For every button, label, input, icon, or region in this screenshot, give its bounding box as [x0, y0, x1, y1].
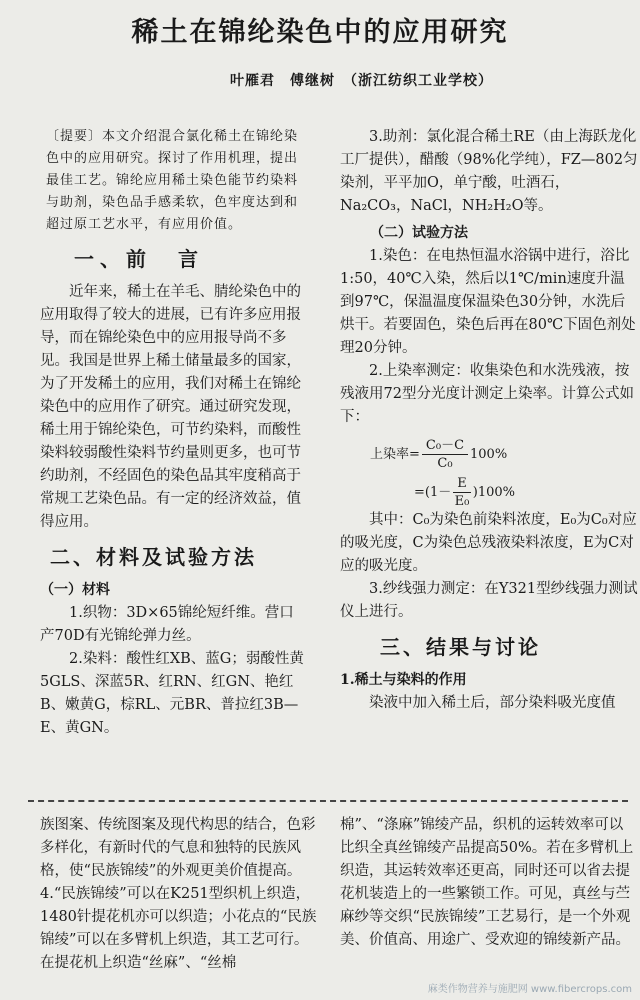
- watermark: 麻类作物营养与施肥网 www.fibercrops.com: [427, 984, 632, 995]
- method-dyeing: 1.染色：在电热恒温水浴锅中进行，浴比1:50，40℃入染，然后以1℃/min速度升温到97℃，保温温度保温染色30分钟，水洗后烘干。若要固色，染色后再在80℃下固色剂处理20分钟。: [340, 248, 636, 356]
- dashed-divider: [28, 800, 628, 802]
- formula-denominator-1: C₀: [437, 456, 453, 471]
- formula-line-1: [370, 437, 507, 472]
- formula-percent-2: )100%: [472, 485, 515, 500]
- bottom-right-text: 棉”、“涤麻”锦绫产品，织机的运转效率可以比织全真丝锦绫产品提高50%。若在多臂机上织造，其运转效率还更高，同时还可以省去提花机装造上的一些繁锁工作。可见，真丝与苎麻纱等交织“民族锦绫”工艺易行，是一个外观美、价值高、用途广、受欢迎的锦绫新产品。: [340, 817, 634, 948]
- materials-item-3: 3.助剂：氯化混合稀土RE（由上海跃龙化工厂提供），醋酸（98%化学纯），FZ—802匀染剂，平平加O，单宁酸，吐酒石，Na₂CO₃，NaCl，NH₂H₂O等。: [340, 129, 638, 214]
- right-column: [340, 126, 638, 715]
- method-uptake: 2.上染率测定：收集染色和水洗残液，按残液用72型分光度计测定上染率。计算公式如下：: [340, 363, 634, 425]
- uptake-formula: [340, 429, 638, 509]
- section-heading-methods: 二、材料及试验方法: [50, 545, 257, 569]
- formula-fraction-1: [422, 437, 468, 472]
- left-column: [40, 126, 308, 740]
- formula-numerator-1: C₀－C: [422, 437, 468, 455]
- materials-item-1: 1.织物：3D×65锦纶短纤维。营口产70D有光锦纶弹力丝。: [40, 605, 294, 644]
- article-title: 稀土在锦纶染色中的应用研究: [131, 17, 509, 48]
- section-heading-intro: 一、前 言: [74, 247, 204, 271]
- authors-line: 叶雁君 傅继树 （浙江纺织工业学校）: [230, 73, 493, 89]
- intro-paragraph: 近年来，稀土在羊毛、腈纶染色中的应用取得了较大的进展，已有许多应用报导，而在锦纶染色中的应用报导尚不多见。我国是世界上稀土储量最多的国家，为了开发稀土的应用，我们对稀土在锦纶染色中的应用作了研究。通过研究发现，稀土用于锦纶染色，可节约染料，而酸性染料较弱酸性染料节约量则更多，也可节约助剂，不经固色的染色品其牢度稍高于常规工艺染色品。有一定的经济效益，值得应用。: [40, 284, 301, 530]
- formula-percent-1: 100%: [470, 447, 508, 462]
- formula-lhs: 上染率=: [370, 447, 420, 462]
- subheading-materials: （一）材料: [40, 582, 110, 598]
- formula-numerator-2: E: [453, 475, 471, 493]
- formula-explanation: 其中：C₀为染色前染料浓度，E₀为C₀对应的吸光度，C为染色总残液染料浓度，E为C对应的吸光度。: [340, 512, 637, 574]
- method-yarn-strength: 3.纱线强力测定：在Y321型纱线强力测试仪上进行。: [340, 581, 638, 620]
- formula-fraction-2: [453, 475, 471, 510]
- abstract: 〔提要〕本文介绍混合氯化稀土在锦纶染色中的应用研究。探讨了作用机理，提出最佳工艺。锦纶应用稀土染色能节约染料与助剂，染色品手感柔软，色牢度达到和超过原工艺水平，有应用价值。: [46, 129, 299, 232]
- formula-eq-2: =(1－: [414, 485, 452, 500]
- bottom-left-text: 族图案、传统图案及现代构思的结合，色彩多样化，有新时代的气息和独特的民族风格，使“民族锦绫”的外观更美价值提高。 4.“民族锦绫”可以在K251型织机上织造，1480针提花机亦可以织造；小花点的“民族锦绫”可以在多臂机上织造，其工艺可行。在提花机上织造“丝麻”、“丝棉: [40, 817, 317, 971]
- formula-denominator-2: E₀: [454, 494, 470, 509]
- results-paragraph: 染液中加入稀土后，部分染料吸光度值: [369, 695, 616, 711]
- subheading-rare-earth-dye: 1.稀土与染料的作用: [340, 672, 467, 688]
- subheading-test-methods: （二）试验方法: [370, 225, 468, 241]
- materials-item-2: 2.染料：酸性红XB、蓝G；弱酸性黄5GLS、深蓝5R、红RN、红GN、艳红B、嫩黄G，棕RL、元BR、普拉红3B—E、黄GN。: [40, 651, 304, 736]
- section-heading-results: 三、结果与讨论: [380, 635, 541, 659]
- formula-line-2: [414, 475, 515, 510]
